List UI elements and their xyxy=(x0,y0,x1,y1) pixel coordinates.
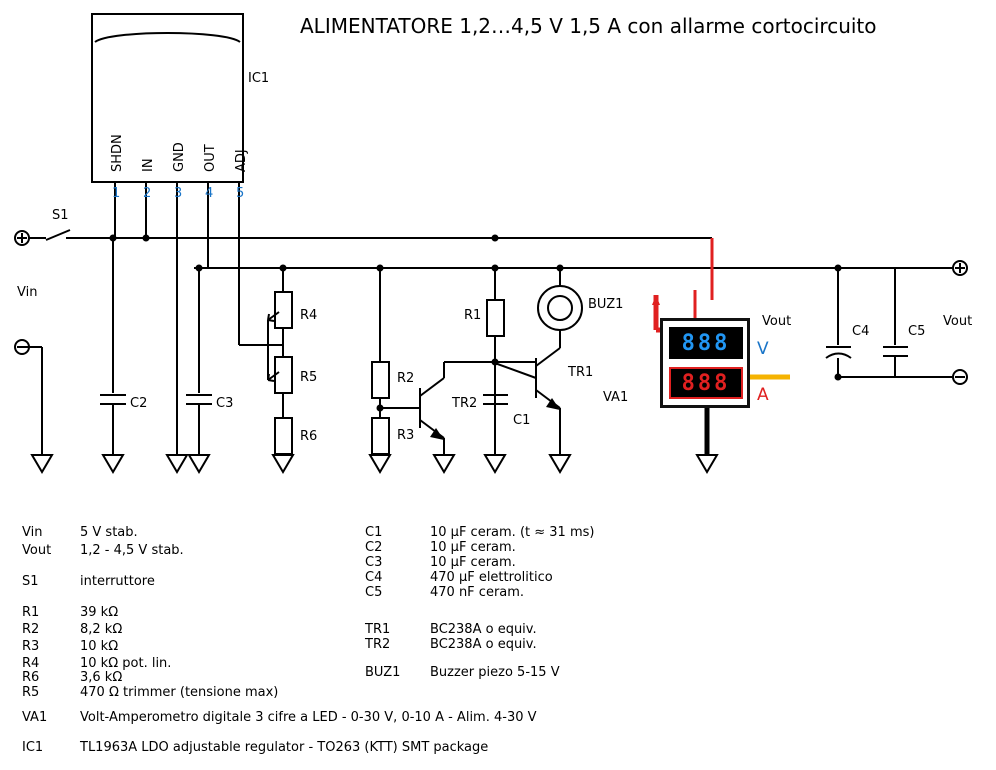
bom-right-desc-4: 470 nF ceram. xyxy=(430,585,525,600)
bom-right-ref-0: C1 xyxy=(365,525,383,540)
bom-right-desc-5: BC238A o equiv. xyxy=(430,622,537,637)
r3-label: R3 xyxy=(397,428,415,443)
bom-footer-desc-0: Volt-Amperometro digitale 3 cifre a LED - 0-30 V, 0-10 A - Alim. 4-30 V xyxy=(80,710,537,725)
bom-right-desc-7: Buzzer piezo 5-15 V xyxy=(430,665,560,680)
bom-left-desc-3: 39 kΩ xyxy=(80,605,119,620)
meter-a-unit-label: A xyxy=(757,385,769,405)
ic1-pin-in-label: IN xyxy=(141,158,156,172)
digital-meter[interactable] xyxy=(660,318,750,408)
r1-label: R1 xyxy=(464,308,482,323)
bom-left-ref-2: S1 xyxy=(22,574,39,589)
bom-footer-ref-1: IC1 xyxy=(22,740,44,755)
bom-left-desc-4: 8,2 kΩ xyxy=(80,622,123,637)
bom-right-ref-6: TR2 xyxy=(365,637,391,652)
ic1-ref: IC1 xyxy=(248,71,270,86)
meter-current-display: 888 xyxy=(669,367,743,399)
bom-left-desc-7: 3,6 kΩ xyxy=(80,670,123,685)
bom-right-desc-3: 470 µF elettrolitico xyxy=(430,570,553,585)
bom-right-desc-2: 10 µF ceram. xyxy=(430,555,516,570)
ic1-pin-2-number: 2 xyxy=(143,186,152,201)
bom-left-ref-8: R5 xyxy=(22,685,40,700)
page-title: ALIMENTATORE 1,2…4,5 V 1,5 A con allarme cortocircuito xyxy=(300,14,877,38)
ic1-pin-out-label: OUT xyxy=(203,144,218,172)
bom-right-ref-5: TR1 xyxy=(365,622,391,637)
s1-label: S1 xyxy=(52,208,69,223)
bom-footer-desc-1: TL1963A LDO adjustable regulator - TO263 (KTT) SMT package xyxy=(80,740,489,755)
bom-right-ref-4: C5 xyxy=(365,585,383,600)
bom-right-ref-7: BUZ1 xyxy=(365,665,401,680)
ic1-pin-adj-label: ADJ xyxy=(234,149,249,172)
c2-label: C2 xyxy=(130,396,148,411)
bom-left-ref-1: Vout xyxy=(22,543,52,558)
bom-left-desc-8: 470 Ω trimmer (tensione max) xyxy=(80,685,279,700)
bom-left-ref-7: R6 xyxy=(22,670,40,685)
ic1-pin-3-number: 3 xyxy=(174,186,183,201)
bom-right-ref-3: C4 xyxy=(365,570,383,585)
bom-left-ref-6: R4 xyxy=(22,656,40,671)
bom-left-ref-4: R2 xyxy=(22,622,40,637)
bom-left-desc-1: 1,2 - 4,5 V stab. xyxy=(80,543,184,558)
ic1-pin-4-number: 4 xyxy=(205,186,214,201)
bom-left-desc-6: 10 kΩ pot. lin. xyxy=(80,656,172,671)
bom-right-desc-0: 10 µF ceram. (t ≈ 31 ms) xyxy=(430,525,595,540)
r6-label: R6 xyxy=(300,429,318,444)
c4-label: C4 xyxy=(852,324,870,339)
bom-left-desc-2: interruttore xyxy=(80,574,155,589)
bom-left-ref-5: R3 xyxy=(22,639,40,654)
bom-footer-ref-0: VA1 xyxy=(22,710,48,725)
c3-label: C3 xyxy=(216,396,234,411)
vout-label-left: Vout xyxy=(762,314,792,329)
bom-right-desc-6: BC238A o equiv. xyxy=(430,637,537,652)
buz1-label: BUZ1 xyxy=(588,297,624,312)
bom-left-ref-0: Vin xyxy=(22,525,43,540)
vin-label: Vin xyxy=(17,285,38,300)
meter-voltage-display: 888 xyxy=(669,327,743,359)
r2-label: R2 xyxy=(397,371,415,386)
ic1-pin-1-number: 1 xyxy=(112,186,121,201)
ic1-pin-5-number: 5 xyxy=(236,186,245,201)
va1-label: VA1 xyxy=(603,390,629,405)
ic1-pin-shdn-label: SHDN xyxy=(110,134,125,172)
r4-label: R4 xyxy=(300,308,318,323)
bom-left-desc-0: 5 V stab. xyxy=(80,525,138,540)
c1-label: C1 xyxy=(513,413,531,428)
bom-right-ref-1: C2 xyxy=(365,540,383,555)
tr2-label: TR2 xyxy=(452,396,478,411)
bom-right-ref-2: C3 xyxy=(365,555,383,570)
bom-right-desc-1: 10 µF ceram. xyxy=(430,540,516,555)
vout-label-right: Vout xyxy=(943,314,973,329)
bom-left-desc-5: 10 kΩ xyxy=(80,639,119,654)
bom-left-ref-3: R1 xyxy=(22,605,40,620)
ic1-pin-gnd-label: GND xyxy=(172,142,187,172)
tr1-label: TR1 xyxy=(568,365,594,380)
meter-v-unit-label: V xyxy=(757,339,769,359)
c5-label: C5 xyxy=(908,324,926,339)
r5-label: R5 xyxy=(300,370,318,385)
